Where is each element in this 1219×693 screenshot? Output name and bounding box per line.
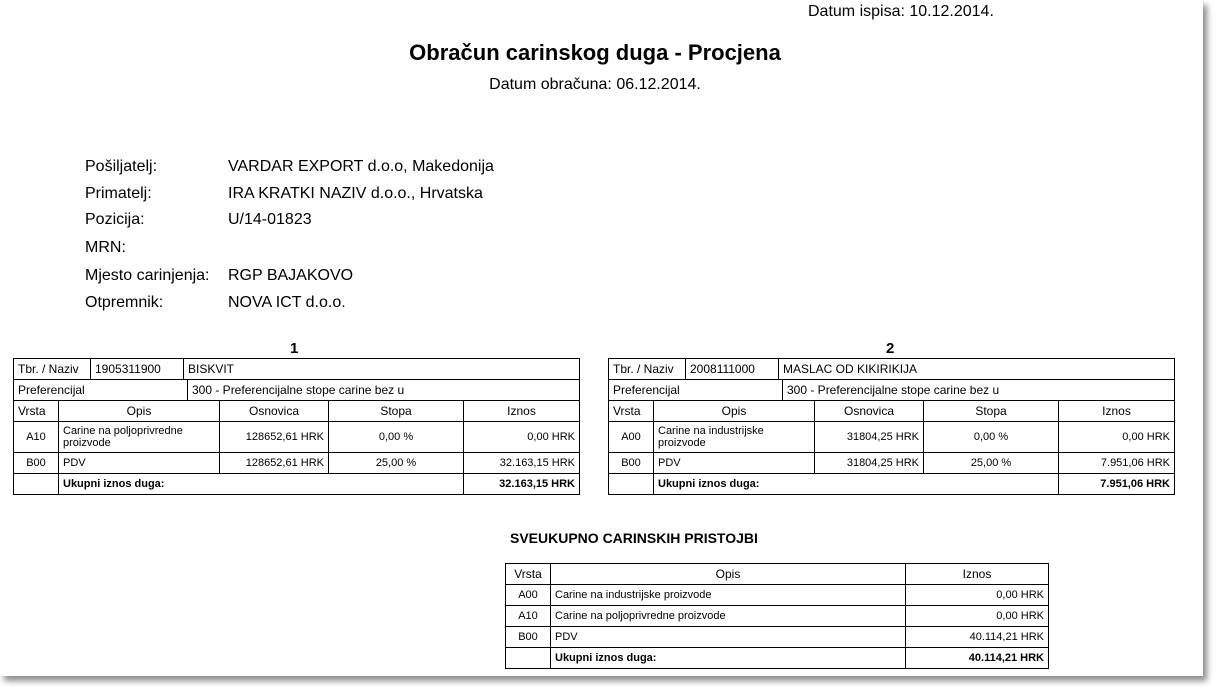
info-value-position: U/14-01823 bbox=[228, 211, 312, 228]
info-value-sender: VARDAR EXPORT d.o.o, Makedonija bbox=[228, 158, 494, 175]
cell-opis: Carine na industrijske proizvode bbox=[654, 422, 815, 453]
cell-opis: Carine na poljoprivredne proizvode bbox=[551, 606, 906, 627]
summary-table bbox=[505, 563, 1049, 669]
cell-osnovica: 128652,61 HRK bbox=[220, 422, 329, 453]
cell-vrsta: B00 bbox=[609, 453, 654, 474]
goods-name: MASLAC OD KIKIRIKIJA bbox=[779, 359, 1175, 380]
table-row bbox=[609, 422, 1175, 453]
total-value: 7.951,06 HRK bbox=[1059, 474, 1175, 495]
cell-empty bbox=[14, 474, 59, 495]
table-row bbox=[14, 422, 580, 453]
total-label: Ukupni iznos duga: bbox=[59, 474, 464, 495]
total-value: 40.114,21 HRK bbox=[906, 648, 1049, 669]
cell-iznos: 32.163,15 HRK bbox=[464, 453, 580, 474]
preference-value: 300 - Preferencijalne stope carine bez u bbox=[783, 380, 1175, 401]
preference-label: Preferencijal bbox=[609, 380, 783, 401]
info-label-mrn: MRN: bbox=[85, 239, 126, 256]
info-label-shipper: Otpremnik: bbox=[85, 294, 164, 311]
cell-iznos: 40.114,21 HRK bbox=[906, 627, 1049, 648]
block-2-items-table bbox=[608, 400, 1175, 495]
col-header-stopa: Stopa bbox=[924, 401, 1059, 422]
cell-iznos: 7.951,06 HRK bbox=[1059, 453, 1175, 474]
col-header-stopa: Stopa bbox=[329, 401, 464, 422]
info-label-position: Pozicija: bbox=[85, 211, 145, 228]
cell-stopa: 0,00 % bbox=[924, 422, 1059, 453]
cell-opis: PDV bbox=[551, 627, 906, 648]
cell-iznos: 0,00 HRK bbox=[906, 585, 1049, 606]
cell-vrsta: A00 bbox=[506, 585, 551, 606]
block-1-number: 1 bbox=[290, 340, 299, 357]
table-row bbox=[506, 606, 1049, 627]
cell-stopa: 0,00 % bbox=[329, 422, 464, 453]
info-value-shipper: NOVA ICT d.o.o. bbox=[228, 294, 346, 311]
tariff-number: 1905311900 bbox=[91, 359, 184, 380]
col-header-iznos: Iznos bbox=[1059, 401, 1175, 422]
cell-iznos: 0,00 HRK bbox=[906, 606, 1049, 627]
table-row bbox=[506, 585, 1049, 606]
calculation-date: Datum obračuna: 06.12.2014. bbox=[489, 76, 701, 93]
cell-vrsta: A00 bbox=[609, 422, 654, 453]
info-label-customs-office: Mjesto carinjenja: bbox=[85, 267, 210, 284]
info-label-sender: Pošiljatelj: bbox=[85, 158, 158, 175]
table-row bbox=[14, 453, 580, 474]
block-2-preference-table bbox=[608, 379, 1175, 401]
col-header-osnovica: Osnovica bbox=[220, 401, 329, 422]
print-date: Datum ispisa: 10.12.2014. bbox=[808, 3, 994, 20]
goods-name: BISKVIT bbox=[184, 359, 580, 380]
block-2-header-table bbox=[608, 358, 1175, 380]
total-row bbox=[14, 474, 580, 495]
cell-opis: PDV bbox=[654, 453, 815, 474]
info-label-recipient: Primatelj: bbox=[85, 185, 152, 202]
block-1-header-table bbox=[13, 358, 580, 380]
table-row bbox=[506, 627, 1049, 648]
total-label: Ukupni iznos duga: bbox=[551, 648, 906, 669]
info-value-customs-office: RGP BAJAKOVO bbox=[228, 267, 354, 284]
info-value-recipient: IRA KRATKI NAZIV d.o.o., Hrvatska bbox=[228, 185, 483, 202]
col-header-iznos: Iznos bbox=[464, 401, 580, 422]
col-header-opis: Opis bbox=[654, 401, 815, 422]
cell-iznos: 0,00 HRK bbox=[464, 422, 580, 453]
cell-vrsta: A10 bbox=[14, 422, 59, 453]
page-title: Obračun carinskog duga - Procjena bbox=[409, 40, 781, 65]
block-1-preference-table bbox=[13, 379, 580, 401]
cell-iznos: 0,00 HRK bbox=[1059, 422, 1175, 453]
col-header-vrsta: Vrsta bbox=[506, 564, 551, 585]
cell-vrsta: A10 bbox=[506, 606, 551, 627]
col-header-vrsta: Vrsta bbox=[609, 401, 654, 422]
preference-label: Preferencijal bbox=[14, 380, 188, 401]
cell-osnovica: 128652,61 HRK bbox=[220, 453, 329, 474]
total-value: 32.163,15 HRK bbox=[464, 474, 580, 495]
cell-opis: Carine na industrijske proizvode bbox=[551, 585, 906, 606]
col-header-opis: Opis bbox=[59, 401, 220, 422]
table-row bbox=[609, 453, 1175, 474]
cell-opis: Carine na poljoprivredne proizvode bbox=[59, 422, 220, 453]
col-header-iznos: Iznos bbox=[906, 564, 1049, 585]
tbr-label: Tbr. / Naziv bbox=[609, 359, 686, 380]
cell-empty bbox=[609, 474, 654, 495]
cell-stopa: 25,00 % bbox=[924, 453, 1059, 474]
total-label: Ukupni iznos duga: bbox=[654, 474, 1059, 495]
total-row bbox=[609, 474, 1175, 495]
cell-empty bbox=[506, 648, 551, 669]
col-header-opis: Opis bbox=[551, 564, 906, 585]
tbr-label: Tbr. / Naziv bbox=[14, 359, 91, 380]
col-header-vrsta: Vrsta bbox=[14, 401, 59, 422]
block-1-items-table bbox=[13, 400, 580, 495]
total-row bbox=[506, 648, 1049, 669]
cell-stopa: 25,00 % bbox=[329, 453, 464, 474]
cell-osnovica: 31804,25 HRK bbox=[815, 422, 924, 453]
block-2-number: 2 bbox=[886, 340, 895, 357]
col-header-osnovica: Osnovica bbox=[815, 401, 924, 422]
cell-vrsta: B00 bbox=[506, 627, 551, 648]
cell-opis: PDV bbox=[59, 453, 220, 474]
summary-title: SVEUKUPNO CARINSKIH PRISTOJBI bbox=[510, 530, 758, 546]
cell-vrsta: B00 bbox=[14, 453, 59, 474]
tariff-number: 2008111000 bbox=[686, 359, 779, 380]
preference-value: 300 - Preferencijalne stope carine bez u bbox=[188, 380, 580, 401]
cell-osnovica: 31804,25 HRK bbox=[815, 453, 924, 474]
